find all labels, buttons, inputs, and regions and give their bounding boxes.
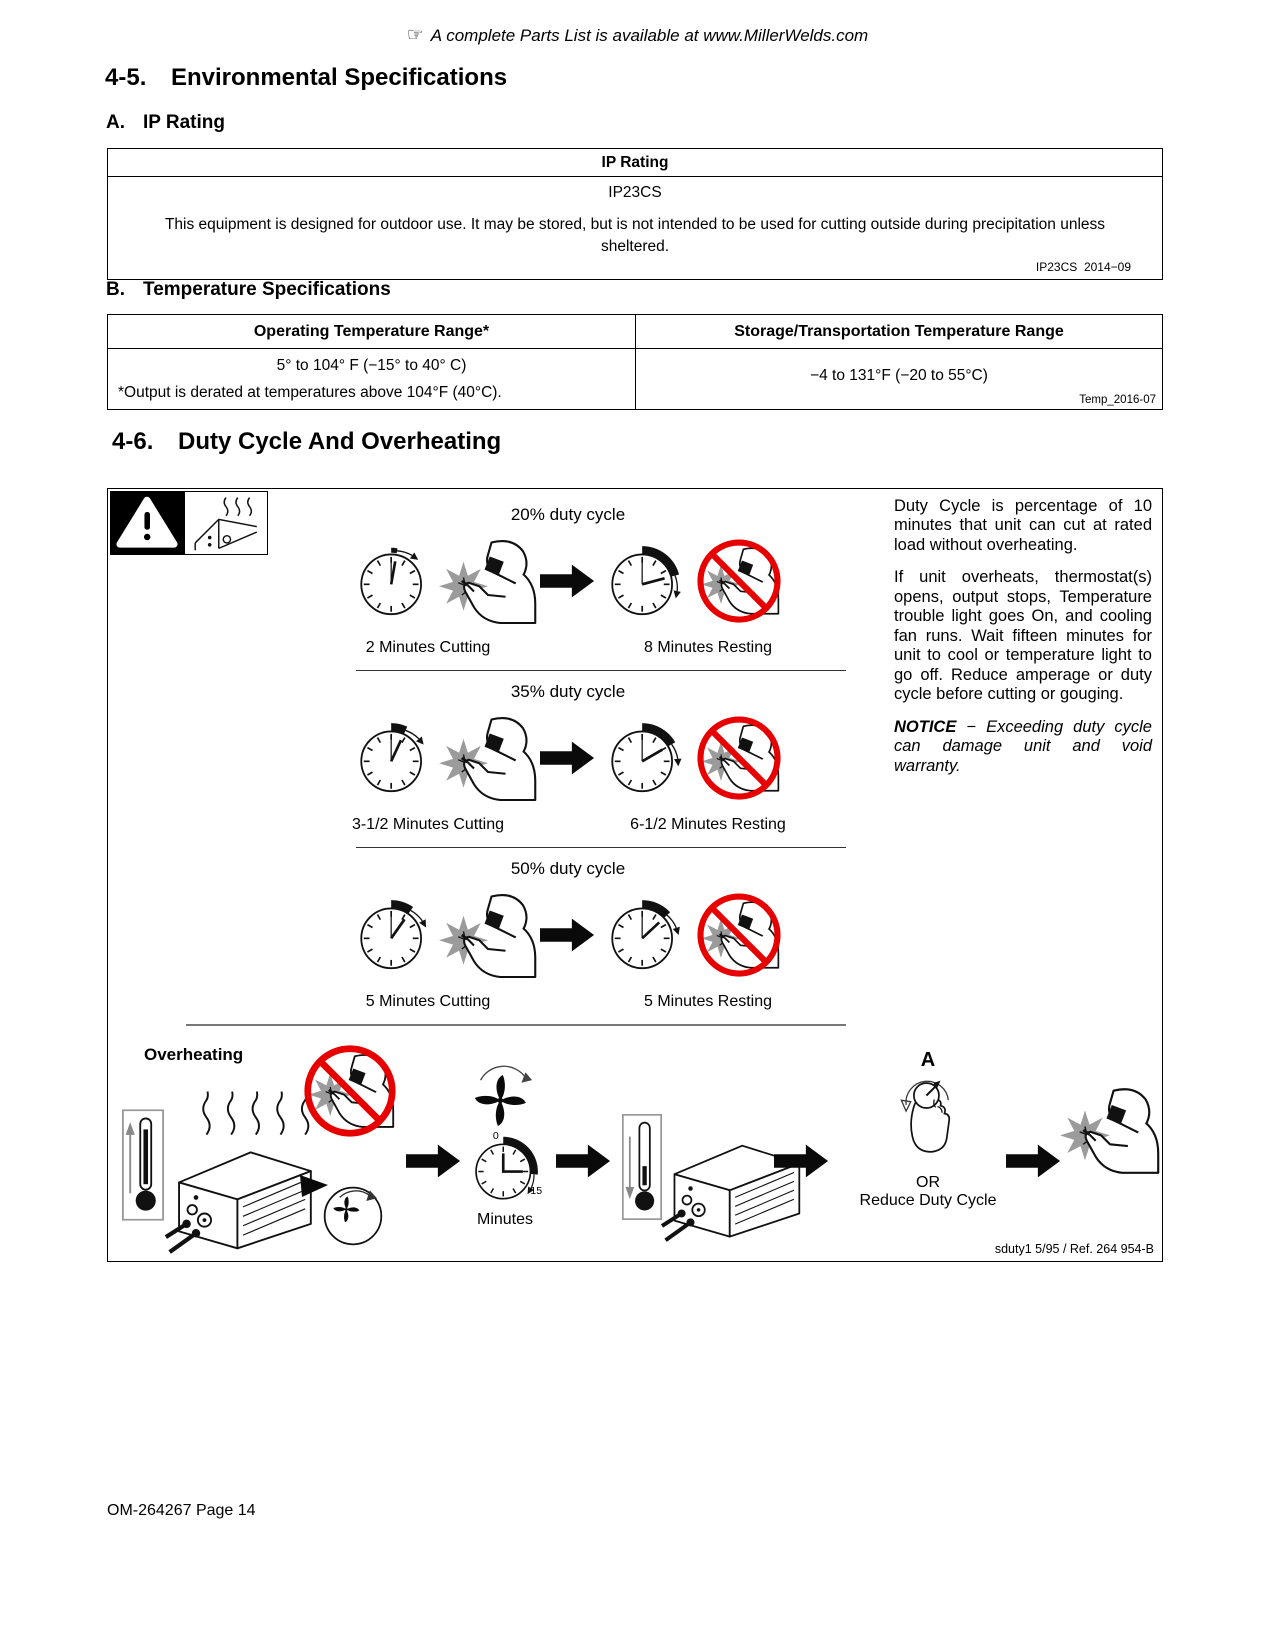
- temperature-reference: Temp_2016-07: [1079, 394, 1156, 406]
- cutting-label: 5 Minutes Cutting: [365, 993, 491, 1010]
- right-arrow-icon: [540, 913, 596, 957]
- duty-cycle-rows: [288, 505, 848, 1037]
- pointing-hand-icon: ☞: [406, 25, 424, 46]
- cooling-fan-icon: [470, 1059, 536, 1129]
- right-arrow-icon: [406, 1139, 462, 1183]
- duty-row-labels: [288, 816, 848, 834]
- warning-header: [110, 491, 268, 555]
- sidebar-paragraph: If unit overheats, thermostat(s) opens, output stops, Temperature trouble light goes On, and cooling fan runs. Wait fifteen minutes for unit to cool or temperature light to go off. Reduce amperage or duty cycle before cutting or gouging.: [894, 568, 1152, 704]
- notice-label: NOTICE: [894, 717, 957, 736]
- duty-row-50: [288, 859, 848, 1026]
- thermometer-rising-icon: [122, 1107, 164, 1223]
- subsection-temperature-specifications: [106, 279, 391, 301]
- section-title: Environmental Specifications: [171, 64, 508, 91]
- cutting-clock-icon: [348, 712, 436, 804]
- duty-row-icons: [288, 883, 848, 987]
- no-welding-icon: [296, 1043, 404, 1139]
- operating-range-note: *Output is derated at temperatures above 104°F (40°C).: [118, 384, 502, 401]
- welder-icon: [439, 536, 537, 626]
- no-welding-icon: [690, 713, 788, 803]
- reduce-duty-cycle-label: Reduce Duty Cycle: [859, 1192, 997, 1209]
- right-arrow-icon: [540, 736, 596, 780]
- subsection-letter: A.: [106, 112, 125, 133]
- subsection-letter: B.: [106, 279, 125, 300]
- duty-row-icons: [288, 529, 848, 633]
- timer-start-label: 0: [492, 1130, 499, 1143]
- resting-label: 8 Minutes Resting: [643, 639, 773, 656]
- figure-reference: sduty1 5/95 / Ref. 264 954-B: [994, 1242, 1154, 1256]
- hand-adjusting-knob-icon: [885, 1072, 971, 1166]
- resting-clock-icon: [599, 535, 687, 627]
- storage-range-header: Storage/Transportation Temperature Range: [635, 315, 1162, 349]
- welder-icon: [439, 890, 537, 980]
- reduce-duty-cycle-option: [853, 1049, 1003, 1210]
- knob-callout-label: A: [920, 1049, 936, 1071]
- section-environmental-specifications: [105, 64, 507, 92]
- minutes-label: Minutes: [476, 1211, 534, 1228]
- right-arrow-icon: [540, 559, 596, 603]
- duty-cycle-figure: [107, 488, 1163, 1262]
- notice-text: − Exceeding duty cycle can damage unit and void warranty.: [894, 717, 1152, 775]
- resting-clock-icon: [599, 712, 687, 804]
- subsection-title: IP Rating: [143, 112, 225, 133]
- duty-row-labels: [288, 993, 848, 1011]
- cutting-label: 3-1/2 Minutes Cutting: [351, 816, 505, 833]
- internal-fan-icon: [322, 1185, 384, 1247]
- duty-row-20: [288, 505, 848, 671]
- duty-row-title: 50% duty cycle: [510, 859, 626, 878]
- operating-range-cell: [108, 349, 635, 409]
- operating-range-header: Operating Temperature Range*: [108, 315, 635, 349]
- row-divider: [356, 847, 846, 848]
- timer-end-label: 15: [530, 1185, 543, 1198]
- ip-rating-reference: IP23CS 2014−09: [1035, 260, 1131, 275]
- subsection-title: Temperature Specifications: [143, 279, 391, 300]
- or-label: OR: [916, 1174, 940, 1191]
- hot-unit-cell: [184, 491, 268, 555]
- thermometer-falling-icon: [622, 1111, 662, 1223]
- section-number: 4-6.: [112, 428, 154, 455]
- overheating-diagram: [108, 1023, 1162, 1261]
- page-footer: OM-264267 Page 14: [107, 1502, 256, 1519]
- sidebar-paragraph: Duty Cycle is percentage of 10 minutes that unit can cut at rated load without overheating.: [894, 497, 1152, 554]
- cutting-clock-icon: [348, 889, 436, 981]
- section-number: 4-5.: [105, 64, 147, 91]
- warning-triangle-icon: [116, 495, 178, 551]
- right-arrow-icon: [1006, 1139, 1062, 1183]
- sidebar-notice: [894, 718, 1152, 776]
- duty-row-icons: [288, 706, 848, 810]
- resting-label: 5 Minutes Resting: [643, 993, 773, 1010]
- ip-table-body: [108, 177, 1162, 279]
- overheating-label: Overheating: [144, 1045, 244, 1064]
- no-welding-icon: [690, 890, 788, 980]
- right-arrow-icon: [774, 1139, 830, 1183]
- right-arrow-icon: [556, 1139, 612, 1183]
- section-title: Duty Cycle And Overheating: [178, 428, 502, 455]
- no-welding-icon: [690, 536, 788, 626]
- duty-row-35: [288, 682, 848, 848]
- ip-rating-description: This equipment is designed for outdoor use. It may be stored, but is not intended to be used for cutting outside during precipitation unless sheltered.: [164, 216, 1106, 255]
- ip-rating-value: IP23CS: [608, 184, 662, 201]
- ip-table-header: IP Rating: [108, 149, 1162, 177]
- storage-range-cell: [635, 349, 1162, 409]
- subsection-ip-rating: [106, 112, 225, 134]
- row-divider: [356, 670, 846, 671]
- duty-row-title: 20% duty cycle: [510, 505, 626, 524]
- cutting-clock-icon: [348, 535, 436, 627]
- safety-alert-cell: [110, 491, 184, 555]
- fifteen-minute-timer-icon: [464, 1129, 544, 1208]
- parts-list-note: [0, 24, 1275, 47]
- hot-unit-icon: [188, 494, 264, 552]
- parts-list-note-text: A complete Parts List is available at www.MillerWelds.com: [430, 26, 869, 45]
- resting-clock-icon: [599, 889, 687, 981]
- operating-range-value: 5° to 104° F (−15° to 40° C): [276, 357, 467, 374]
- temperature-table: [107, 314, 1163, 410]
- welder-icon: [1060, 1085, 1160, 1175]
- resting-label: 6-1/2 Minutes Resting: [630, 816, 786, 833]
- welder-icon: [439, 713, 537, 803]
- cutting-label: 2 Minutes Cutting: [365, 639, 491, 656]
- duty-row-labels: [288, 639, 848, 657]
- duty-row-title: 35% duty cycle: [510, 682, 626, 701]
- ip-rating-table: [107, 148, 1163, 280]
- duty-cycle-sidebar: [894, 497, 1152, 789]
- storage-range-value: −4 to 131°F (−20 to 55°C): [810, 367, 988, 384]
- section-duty-cycle: [112, 428, 501, 456]
